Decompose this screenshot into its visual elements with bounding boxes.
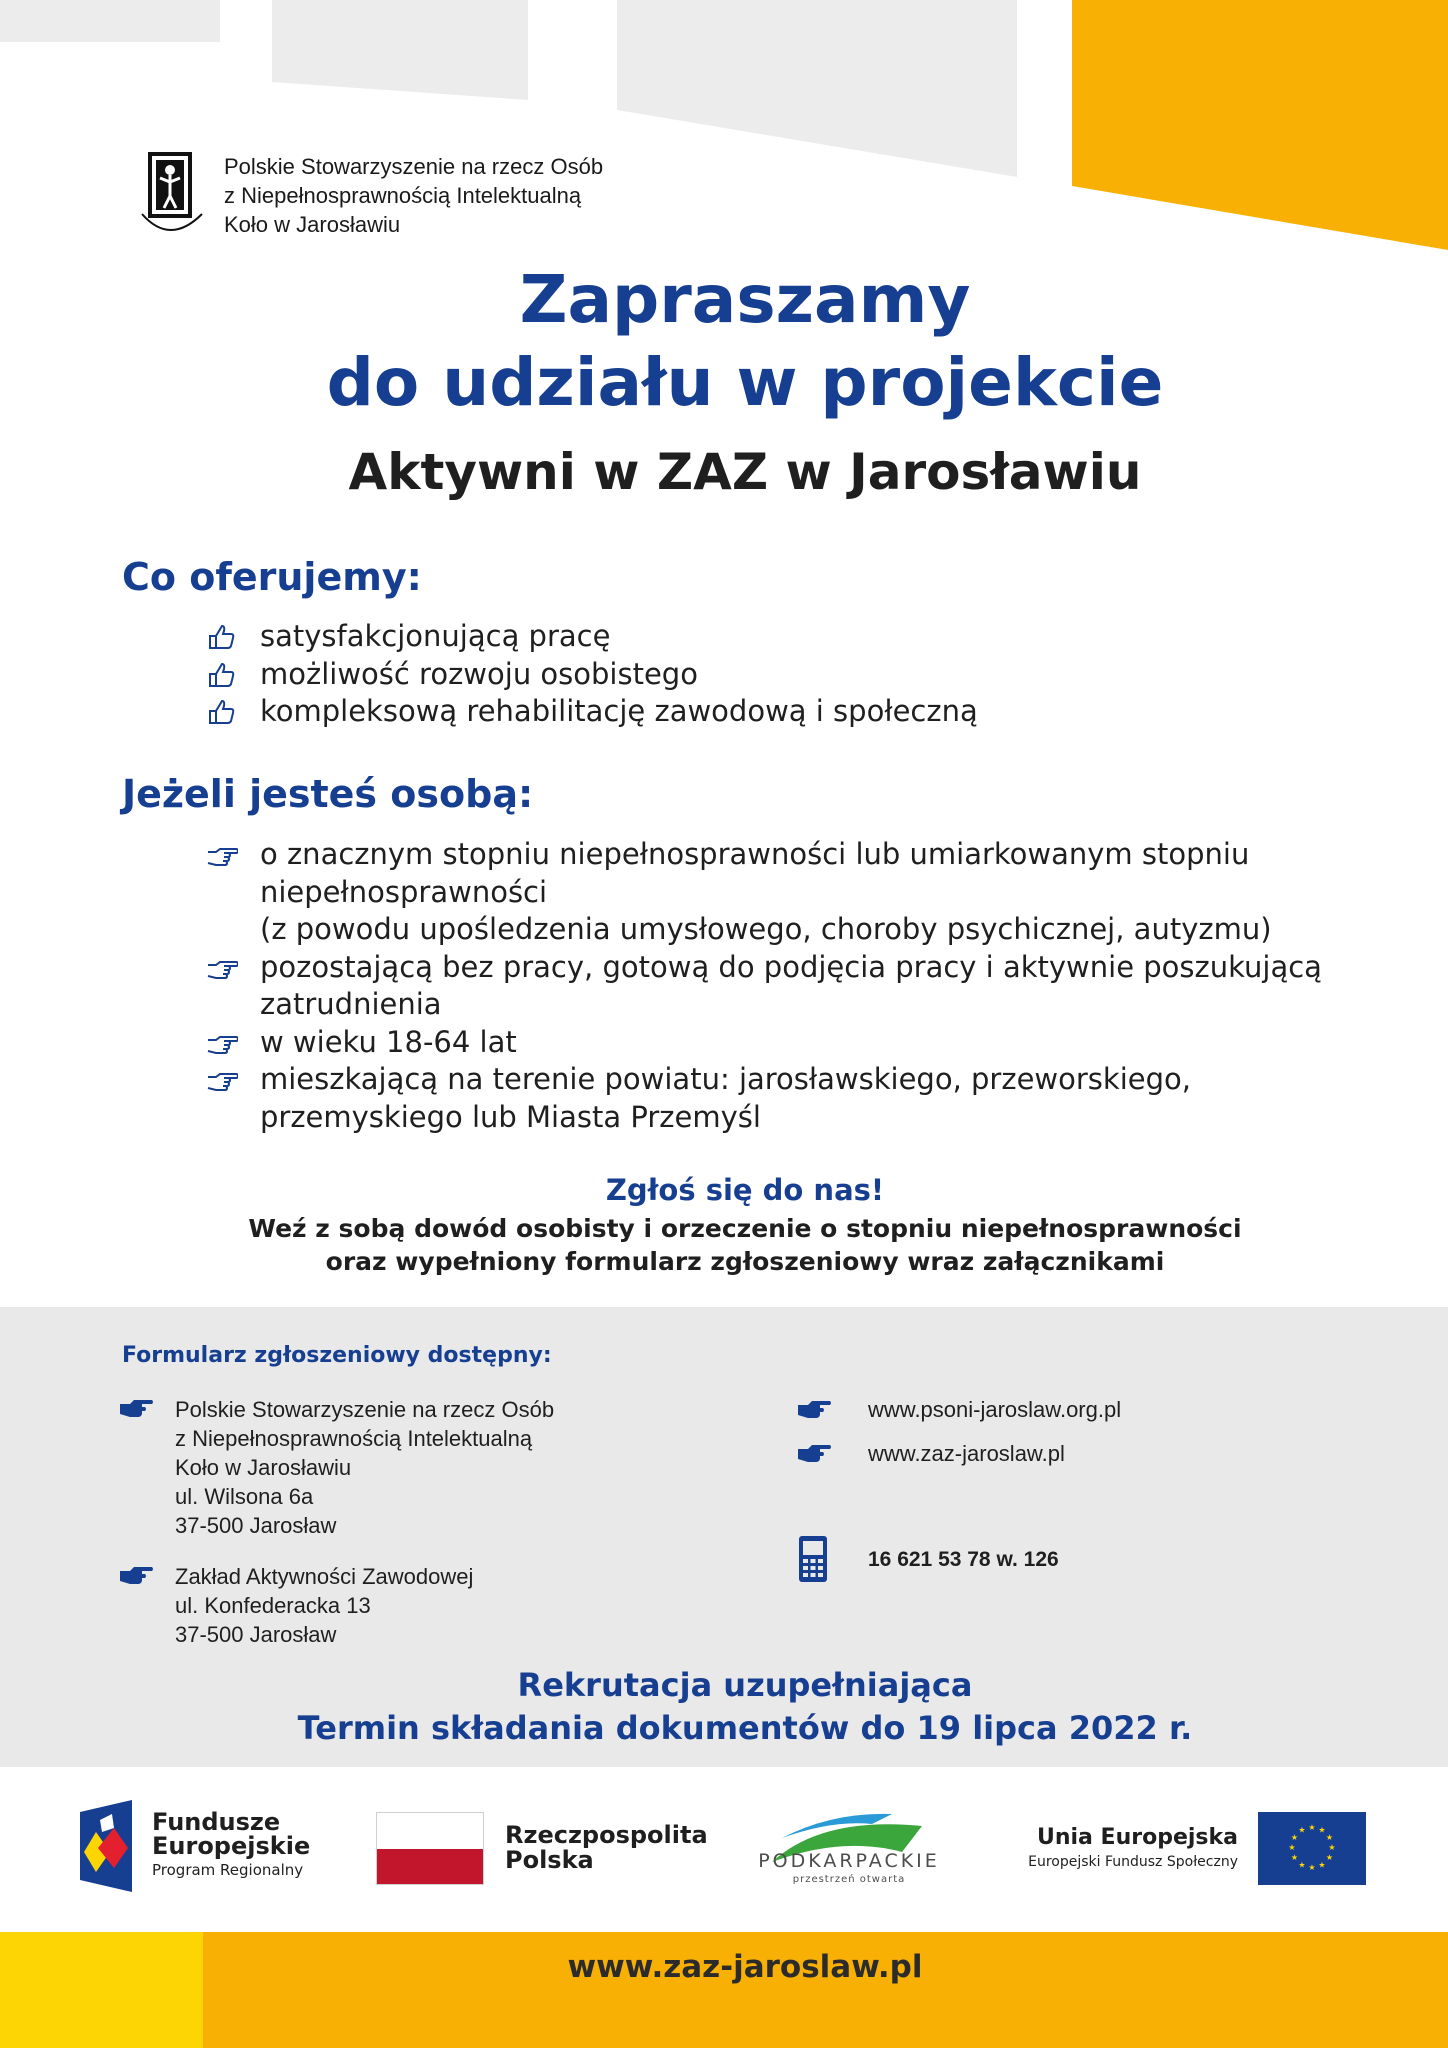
- svg-text:★: ★: [1298, 1825, 1306, 1835]
- psoni-logo: [140, 148, 212, 244]
- headline-line1: Zapraszamy: [519, 261, 971, 338]
- list-item: mieszkającą na terenie powiatu: jarosławskiego, przeworskiego, przemyskiego lub Miasta Przemyśl: [206, 1061, 1366, 1136]
- footer-website-link[interactable]: www.zaz-jaroslaw.pl: [567, 1949, 923, 1985]
- organization-name: Polskie Stowarzyszenie na rzecz Osób z Niepełnosprawnością Intelektualną Koło w Jarosławiu: [224, 154, 604, 237]
- pointing-hand-icon: [206, 840, 238, 870]
- address-zaz: Zakład Aktywności Zawodowej ul. Konfederacka 13 37-500 Jarosław: [175, 1564, 474, 1647]
- svg-text:★: ★: [1288, 1843, 1296, 1852]
- cta-text: Weź z sobą dowód osobisty i orzeczenie o stopniu niepełnosprawności oraz wypełniony formularz zgłoszeniowy wraz załącznikami: [248, 1214, 1242, 1276]
- eu-flag: [1258, 1812, 1366, 1885]
- list-item: satysfakcjonującą pracę: [206, 618, 1366, 656]
- rp-logo-text: Rzeczpospolita Polska: [505, 1821, 708, 1874]
- offer-list: [206, 618, 1366, 731]
- project-name: Aktywni w ZAZ w Jarosławiu: [348, 443, 1142, 501]
- cta-title: Zgłoś się do nas!: [605, 1173, 885, 1207]
- thumbs-up-icon: [206, 697, 238, 727]
- headline-line2: do udziału w projekcie: [326, 344, 1164, 421]
- svg-text:★: ★: [1308, 1823, 1316, 1832]
- thumbs-up-icon: [206, 660, 238, 690]
- list-item: pozostającą bez pracy, gotową do podjęcia pracy i aktywnie poszukującą zatrudnienia: [206, 949, 1366, 1024]
- fe-logo-text: Fundusze Europejskie Program Regionalny: [152, 1808, 311, 1879]
- svg-text:★: ★: [1298, 1860, 1306, 1870]
- svg-text:★: ★: [1325, 1833, 1334, 1842]
- requirements-heading: Jeżeli jesteś osobą:: [122, 772, 534, 816]
- form-heading: Formularz zgłoszeniowy dostępny:: [122, 1343, 552, 1368]
- pointing-hand-icon: [206, 1065, 238, 1095]
- website-zaz-link[interactable]: www.zaz-jaroslaw.pl: [868, 1441, 1065, 1466]
- svg-text:★: ★: [1318, 1860, 1326, 1870]
- svg-text:★: ★: [1290, 1833, 1299, 1842]
- list-item: możliwość rozwoju osobistego: [206, 656, 1366, 694]
- recruitment-deadline: Termin składania dokumentów do 19 lipca 2022 r.: [297, 1709, 1193, 1747]
- pointing-hand-icon: [798, 1399, 832, 1419]
- phone-number: 16 621 53 78 w. 126: [868, 1548, 1059, 1571]
- svg-text:★: ★: [1308, 1863, 1316, 1872]
- podkarpackie-tagline: przestrzeń otwarta: [792, 1874, 906, 1885]
- thumbs-up-icon: [206, 622, 238, 652]
- polish-flag: [376, 1812, 484, 1885]
- website-psoni-link[interactable]: www.psoni-jaroslaw.org.pl: [868, 1397, 1122, 1422]
- svg-text:★: ★: [1325, 1853, 1334, 1862]
- eu-stars-icon: [1258, 1812, 1366, 1885]
- pointing-hand-icon: [798, 1443, 832, 1463]
- fundusze-europejskie-logo: [80, 1800, 132, 1892]
- svg-text:★: ★: [1328, 1843, 1336, 1852]
- recruitment-title: Rekrutacja uzupełniająca: [517, 1666, 973, 1704]
- pointing-hand-icon: [120, 1565, 154, 1585]
- phone-icon: [798, 1535, 828, 1583]
- svg-text:★: ★: [1318, 1825, 1326, 1835]
- list-item: o znacznym stopniu niepełnosprawności lub umiarkowanym stopniu niepełnosprawności (z powodu upośledzenia umysłowego, choroby psychicznej, autyzmu): [206, 836, 1366, 949]
- svg-text:★: ★: [1290, 1853, 1299, 1862]
- pointing-hand-icon: [120, 1398, 154, 1418]
- list-item: w wieku 18-64 lat: [206, 1024, 1366, 1062]
- requirements-list: [206, 836, 1366, 1136]
- pointing-hand-icon: [206, 953, 238, 983]
- ue-logo-text: Unia Europejska Europejski Fundusz Społeczny: [1028, 1825, 1238, 1870]
- podkarpackie-name: PODKARPACKIE: [758, 1850, 940, 1872]
- offer-heading: Co oferujemy:: [122, 555, 422, 599]
- address-psoni: Polskie Stowarzyszenie na rzecz Osób z Niepełnosprawnością Intelektualną Koło w Jarosławiu ul. Wilsona 6a 37-500 Jarosław: [175, 1397, 555, 1538]
- pointing-hand-icon: [206, 1028, 238, 1058]
- list-item: kompleksową rehabilitację zawodową i społeczną: [206, 693, 1366, 731]
